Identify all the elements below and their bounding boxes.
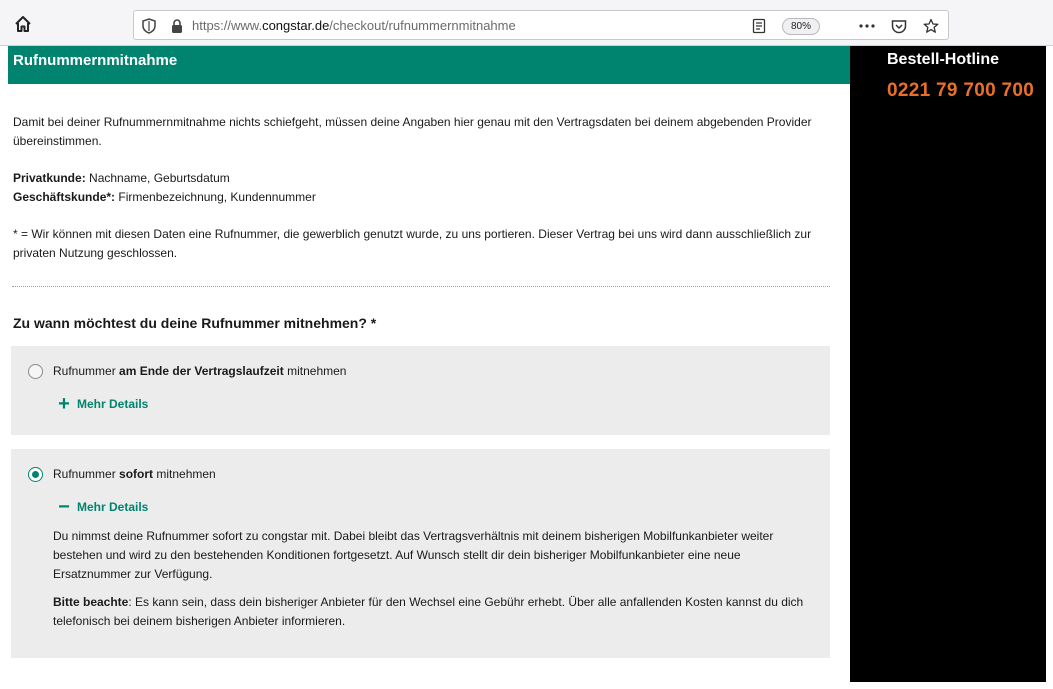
more-details-label: Mehr Details [77, 397, 149, 411]
minus-icon: − [58, 496, 70, 518]
option-immediately [11, 449, 830, 658]
private-customer-line: Privatkunde: Nachname, Geburtsdatum [13, 171, 230, 185]
divider [12, 286, 830, 287]
more-details-label: Mehr Details [77, 500, 149, 514]
home-icon[interactable] [12, 13, 34, 35]
option-end-of-contract [11, 346, 830, 435]
checkout-content [8, 46, 850, 689]
option-label[interactable]: Rufnummer sofort mitnehmen [53, 467, 216, 481]
question-heading: Zu wann möchtest du deine Rufnummer mitnehmen? * [13, 315, 377, 331]
details-note: Bitte beachte: Es kann sein, dass dein bisheriger Anbieter für den Wechsel eine Gebühr erhebt. Über alle anfallenden Kosten kannst du dich telefonisch bei deinem bisherigen Anbieter informieren. [53, 595, 804, 628]
option-label[interactable]: Rufnummer am Ende der Vertragslaufzeit mitnehmen [53, 364, 347, 378]
more-details-toggle[interactable] [57, 393, 149, 415]
star-icon[interactable] [922, 17, 940, 35]
less-details-toggle[interactable] [57, 496, 149, 518]
hotline-sidebar [850, 46, 1046, 682]
zoom-level[interactable]: 80% [782, 18, 820, 35]
shield-icon[interactable] [140, 17, 158, 35]
intro-paragraph: Damit bei deiner Rufnummernmitnahme nichts schiefgeht, müssen deine Angaben hier genau mit den Vertragsdaten bei deinem abgebenden Provider übereinstimmen. [13, 115, 812, 148]
more-icon[interactable] [858, 17, 876, 35]
section-header [8, 46, 850, 84]
details-paragraph: Du nimmst deine Rufnummer sofort zu congstar mit. Dabei bleibt das Vertragsverhältnis mit deinem bisherigen Mobilfunkanbieter weiter bestehen und wird zu den bestehenden Konditionen fortgesetzt. Auf Wunsch stellt dir dein bisheriger Mobilfunkanbieter eine neue Ersatznummer zur Verfügung. [53, 529, 774, 581]
radio-immediately[interactable] [28, 467, 43, 482]
footnote: * = Wir können mit diesen Daten eine Rufnummer, die gewerblich genutzt wurde, zu uns portieren. Dieser Vertrag bei uns wird dann ausschließlich zur privaten Nutzung geschlossen. [13, 227, 812, 260]
details-body [53, 527, 813, 640]
reader-icon[interactable] [750, 17, 768, 35]
pocket-icon[interactable] [890, 17, 908, 35]
radio-end-of-contract[interactable] [28, 364, 43, 379]
intro-text [13, 113, 813, 281]
hotline-phone[interactable]: 0221 79 700 700 [887, 80, 1035, 101]
page [0, 46, 1053, 689]
plus-icon: + [58, 393, 70, 415]
url-text[interactable]: https://www.congstar.de/checkout/rufnummernmitnahme [192, 18, 516, 33]
browser-toolbar [0, 0, 1053, 46]
address-bar[interactable] [133, 10, 949, 40]
hotline-title: Bestell-Hotline [887, 51, 1000, 68]
lock-icon[interactable] [168, 17, 186, 35]
section-title: Rufnummernmitnahme [13, 52, 178, 69]
business-customer-line: Geschäftskunde*: Firmenbezeichnung, Kundennummer [13, 190, 316, 204]
